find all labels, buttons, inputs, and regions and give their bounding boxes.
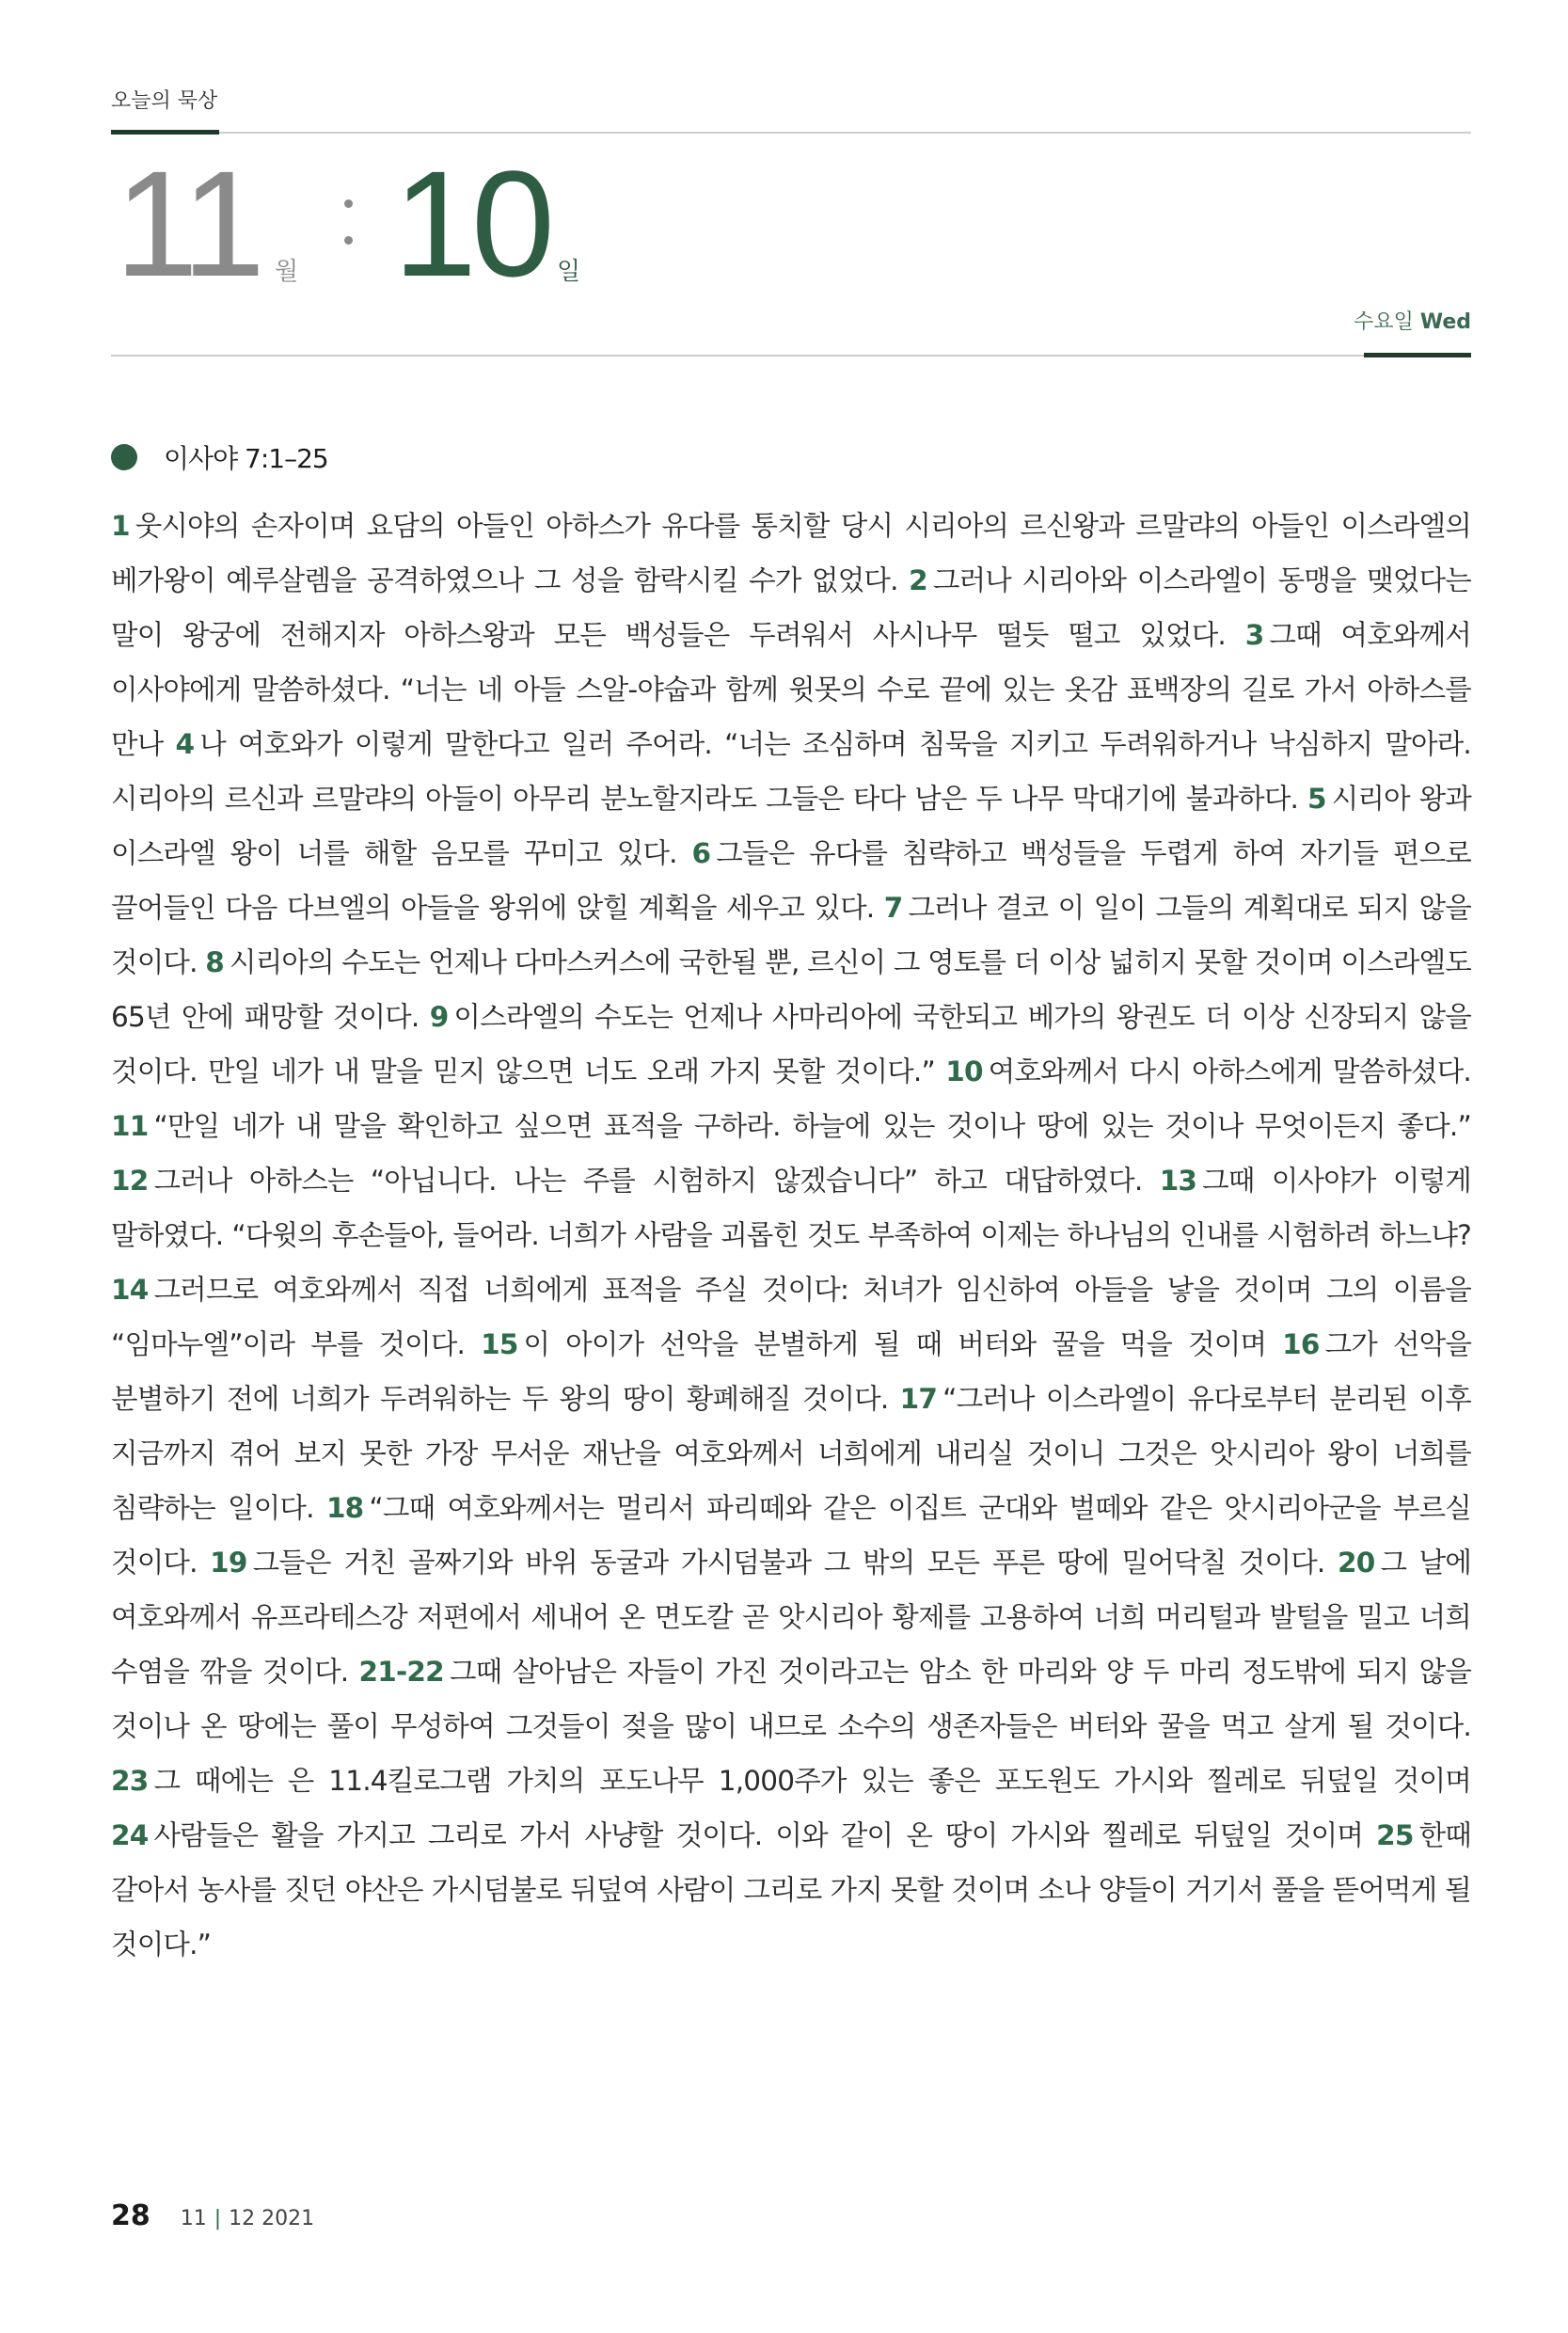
issue-rest: 12 2021 [229, 2207, 315, 2230]
verse-text: 그러므로 여호와께서 직접 너희에게 표적을 주실 것이다: 처녀가 임신하여 아들을 낳을 것이며 그의 이름을 “임마누엘”이라 부를 것이다. [111, 1274, 1471, 1360]
verse-number: 24 [111, 1819, 149, 1851]
verse-text: 그러나 결코 이 일이 그들의 계획대로 되지 않을 것이다. [111, 892, 1471, 978]
verse-text: 시리아 왕과 이스라엘 왕이 너를 해할 음모를 꾸미고 있다. [111, 783, 1472, 869]
section-label: 오늘의 묵상 [111, 89, 218, 113]
verse-text: 그들은 유다를 침략하고 백성들을 두렵게 하여 자기들 편으로 끌어들인 다음 다브엘의 아들을 왕위에 앉힐 계획을 세우고 있다. [111, 837, 1471, 924]
verse-text: 여호와께서 다시 아하스에게 말씀하셨다. [988, 1055, 1471, 1087]
verse-text: 그때 여호와께서 이사야에게 말씀하셨다. “너는 네 아들 스알-야숩과 함께 윗못의 수로 끝에 있는 옷감 표백장의 길로 가서 아하스를 만나 [111, 619, 1472, 760]
verse-text: 그들은 거친 골짜기와 바위 동굴과 가시덤불과 그 밖의 모든 푸른 땅에 밀어닥칠 것이다. [252, 1547, 1325, 1579]
verse-text: 나 여호와가 이렇게 말한다고 일러 주어라. “너는 조심하며 침묵을 지키고 두려워하거나 낙심하지 말아라. 시리아의 르신과 르말랴의 아들이 아무리 분노할지라도 그들은 타다 남은 두 나무 막대기에 불과하다. [111, 728, 1471, 815]
verse-number: 6 [691, 837, 711, 869]
verse-text: 한때 갈아서 농사를 짓던 야산은 가시덤불로 뒤덮여 사람이 그리로 가지 못할 것이며 소나 양들이 거기서 풀을 뜯어먹게 될 것이다.” [111, 1819, 1471, 1960]
date-month-unit: 월 [275, 258, 299, 286]
verse-text: “그러나 이스라엘이 유다로부터 분리된 이후 지금까지 겪어 보지 못한 가장 무서운 재난을 여호와께서 너희에게 내리실 것이니 그것은 앗시리아 왕이 너희를 침략하는 일이다. [111, 1383, 1472, 1524]
date-day: 10 [393, 139, 549, 308]
verse-text: 사람들은 활을 가지고 그리로 가서 사냥할 것이다. 이와 같이 온 땅이 가시와 찔레로 뒤덮일 것이며 [153, 1819, 1364, 1851]
verse-number: 14 [111, 1274, 149, 1306]
verse-number: 2 [909, 564, 927, 596]
verse-number: 3 [1244, 619, 1264, 651]
verse-text: 그가 선악을 분별하기 전에 너희가 두려워하는 두 왕의 땅이 황폐해질 것이다. [111, 1328, 1472, 1415]
verse-text: 그러나 시리아와 이스라엘이 동맹을 맺었다는 말이 왕궁에 전해지자 아하스왕과 모든 백성들은 두려워서 사시나무 떨듯 떨고 있었다. [111, 564, 1471, 651]
verse-text: 시리아의 수도는 언제나 다마스커스에 국한될 뿐, 르신이 그 영토를 더 이상 넓히지 못할 것이며 이스라엘도 65년 안에 패망할 것이다. [111, 946, 1471, 1033]
scripture-passage [111, 499, 1471, 1972]
verse-text: “그때 여호와께서는 멀리서 파리떼와 같은 이집트 군대와 벌떼와 같은 앗시리아군을 부르실 것이다. [111, 1492, 1471, 1579]
date-colon [344, 199, 354, 273]
verse-number: 18 [325, 1492, 364, 1524]
page-number: 28 [111, 2199, 150, 2232]
verse-text: 웃시야의 손자이며 요담의 아들인 아하스가 유다를 통치할 당시 시리아의 르신왕과 르말랴의 아들인 이스라엘의 베가왕이 예루살렘을 공격하였으나 그 성을 함락시킬 수가 없었다. [111, 510, 1471, 596]
issue-month: 11 [180, 2207, 207, 2230]
verse-number: 15 [481, 1328, 518, 1360]
verse-number: 8 [205, 946, 225, 978]
issue-date [181, 2207, 314, 2230]
verse-text: 그 날에 여호와께서 유프라테스강 저편에서 세내어 온 면도칼 곧 앗시리아 황제를 고용하여 너희 머리털과 발털을 밀고 너희 수염을 깎을 것이다. [111, 1547, 1472, 1688]
weekday [1354, 306, 1471, 335]
verse-number: 7 [883, 892, 903, 924]
verse-number: 17 [899, 1383, 938, 1415]
weekday-korean: 수요일 [1354, 310, 1414, 334]
bullet-dot-icon [111, 444, 137, 470]
verse-number: 23 [111, 1765, 149, 1797]
verse-text: 그때 살아남은 자들이 가진 것이라고는 암소 한 마리와 양 두 마리 정도밖에 되지 않을 것이나 온 땅에는 풀이 무성하여 그것들이 젖을 많이 내므로 소수의 생존자들은 버터와 꿀을 먹고 살게 될 것이다. [111, 1656, 1472, 1742]
date-day-unit: 일 [557, 258, 581, 286]
verse-text: 이 아이가 선악을 분별하게 될 때 버터와 꿀을 먹을 것이며 [523, 1328, 1267, 1360]
verse-number: 20 [1337, 1547, 1375, 1579]
scripture-reference [111, 438, 328, 476]
verse-text: 그때 이사야가 이렇게 말하였다. “다윗의 후손들아, 들어라. 너희가 사람을 괴롭힌 것도 부족하여 이제는 하나님의 인내를 시험하려 하느냐? [111, 1165, 1471, 1251]
top-divider [111, 132, 1471, 134]
scripture-reference-text: 이사야 7:1–25 [164, 443, 328, 474]
verse-number: 21-22 [358, 1656, 444, 1688]
header-divider [111, 355, 1471, 357]
issue-separator: | [214, 2207, 222, 2230]
verse-text: 이스라엘의 수도는 언제나 사마리아에 국한되고 베가의 왕권도 더 이상 신장되지 않을 것이다. 만일 네가 내 말을 믿지 않으면 너도 오래 가지 못할 것이다.” [111, 1001, 1472, 1087]
verse-number: 1 [111, 510, 130, 542]
date-month: 11 [115, 139, 261, 308]
verse-text: 그 때에는 은 11.4킬로그램 가치의 포도나무 1,000주가 있는 좋은 포도원도 가시와 찔레로 뒤덮일 것이며 [153, 1765, 1471, 1797]
verse-number: 16 [1282, 1328, 1320, 1360]
top-divider-accent [111, 130, 219, 135]
verse-text: 그러나 아하스는 “아닙니다. 나는 주를 시험하지 않겠습니다” 하고 대답하였다. [153, 1165, 1143, 1197]
verse-number: 5 [1307, 783, 1326, 815]
verse-text: “만일 네가 내 말을 확인하고 싶으면 표적을 구하라. 하늘에 있는 것이나 땅에 있는 것이나 무엇이든지 좋다.” [153, 1110, 1471, 1142]
verse-number: 9 [429, 1001, 449, 1033]
verse-number: 4 [175, 728, 195, 760]
header-divider-accent [1364, 353, 1471, 357]
verse-number: 19 [210, 1547, 247, 1579]
page-footer [111, 2199, 314, 2232]
verse-number: 11 [111, 1110, 149, 1142]
verse-number: 10 [945, 1055, 983, 1087]
verse-number: 13 [1159, 1165, 1197, 1197]
verse-number: 12 [111, 1165, 149, 1197]
weekday-english: Wed [1419, 310, 1471, 334]
verse-number: 25 [1376, 1819, 1414, 1851]
